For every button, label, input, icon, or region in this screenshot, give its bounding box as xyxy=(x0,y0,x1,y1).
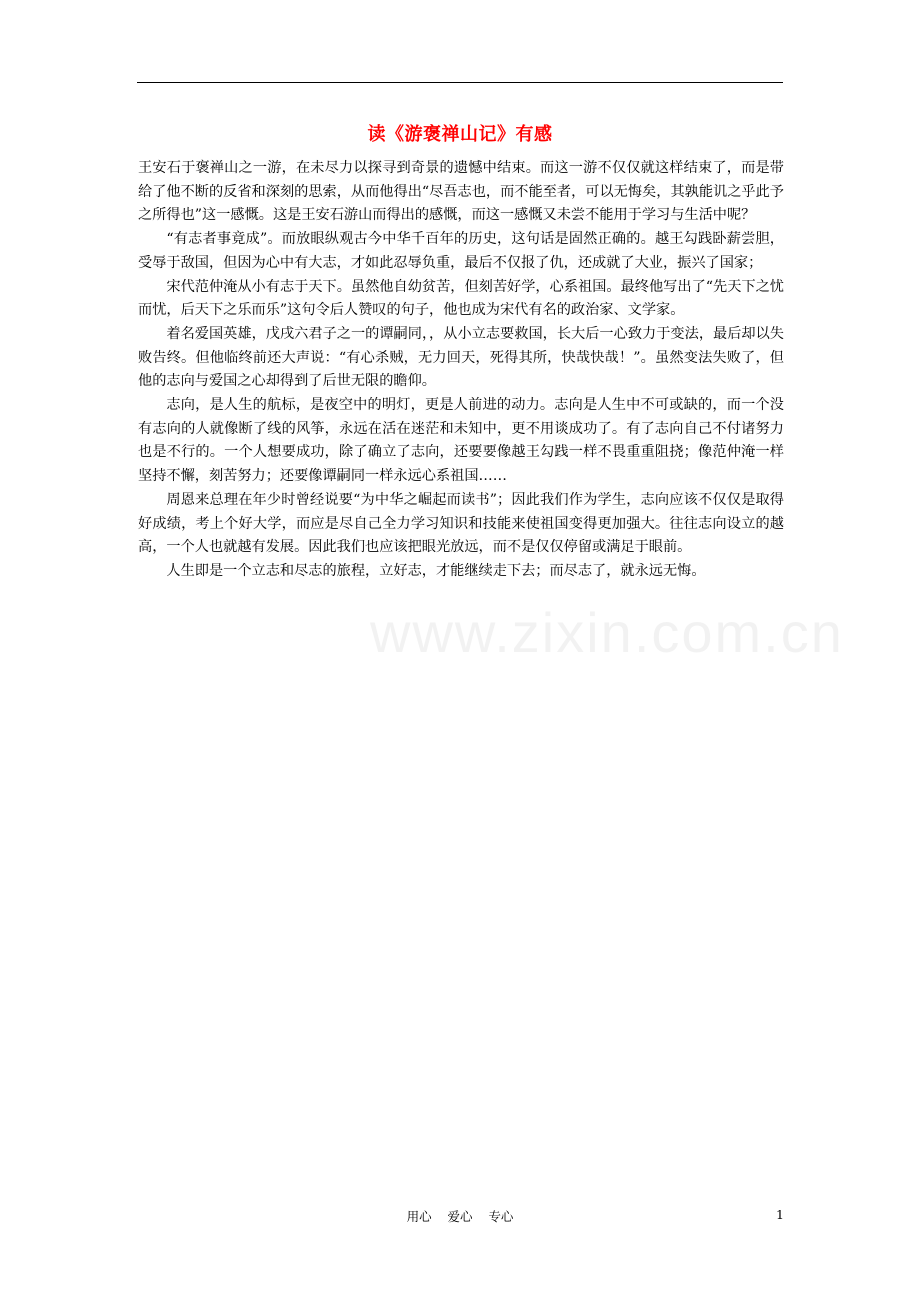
paragraph-1: 王安石于褒禅山之一游，在未尽力以探寻到奇景的遗憾中结束。而这一游不仅仅就这样结束了，而是带给了他不断的反省和深刻的思索，从而他得出“尽吾志也，而不能至者，可以无悔矣，其孰能讥之乎此予之所得也”这一感慨。这是王安石游山而得出的感慨，而这一感慨又未尝不能用于学习与生活中呢？ xyxy=(138,160,784,224)
paragraph-7: 人生即是一个立志和尽志的旅程，立好志，才能继续走下去；而尽志了，就永远无悔。 xyxy=(166,562,706,579)
footer-text: 用心 爱心 专心 xyxy=(406,1209,514,1224)
paragraph-3: 宋代范仲淹从小有志于天下。虽然他自幼贫苦，但刻苦好学，心系祖国。最终他写出了“先天下之忧而忧，后天下之乐而乐”这句令后人赞叹的句子，他也成为宋代有名的政治家、文学家。 xyxy=(138,278,784,319)
paragraph-2: “有志者事竟成”。而放眼纵观古今中华千百年的历史，这句话是固然正确的。越王勾践卧薪尝胆，受辱于敌国，但因为心中有大志，才如此忍辱负重，最后不仅报了仇，还成就了大业，振兴了国家； xyxy=(138,231,784,271)
page-number: 1 xyxy=(776,1207,784,1222)
paragraph-4: 着名爱国英雄，戊戌六君子之一的谭嗣同，，从小立志要救国，长大后一心致力于变法，最后却以失败告终。但他临终前还大声说：“有心杀贼，无力回天，死得其所，快哉快哉！”。虽然变法失败了，但他的志向与爱国之心却得到了后世无限的瞻仰。 xyxy=(138,325,784,390)
document-body xyxy=(138,157,784,584)
header-rule xyxy=(137,82,783,83)
paragraph-6: 周恩来总理在年少时曾经说要“为中华之崛起而读书”；因此我们作为学生，志向应该不仅仅是取得好成绩，考上个好大学，而应是尽自己全力学习知识和技能来使祖国变得更加强大。往往志向设立的越高，一个人也就越有发展。因此我们也应该把眼光放远，而不是仅仅停留或满足于眼前。 xyxy=(138,491,784,556)
document-title: 读《游褒禅山记》有感 xyxy=(367,124,553,145)
paragraph-5: 志向，是人生的航标，是夜空中的明灯，更是人前进的动力。志向是人生中不可或缺的，而一个没有志向的人就像断了线的风筝，永远在活在迷茫和未知中，更不用谈成功了。有了志向自己不付诸努力也是不行的。一个人想要成功，除了确立了志向，还要要像越王勾践一样不畏重重阻挠；像范仲淹一样坚持不懈，刻苦努力；还要像谭嗣同一样永远心系祖国…… xyxy=(138,397,784,485)
watermark: www.zixin.com.cn xyxy=(370,601,844,664)
